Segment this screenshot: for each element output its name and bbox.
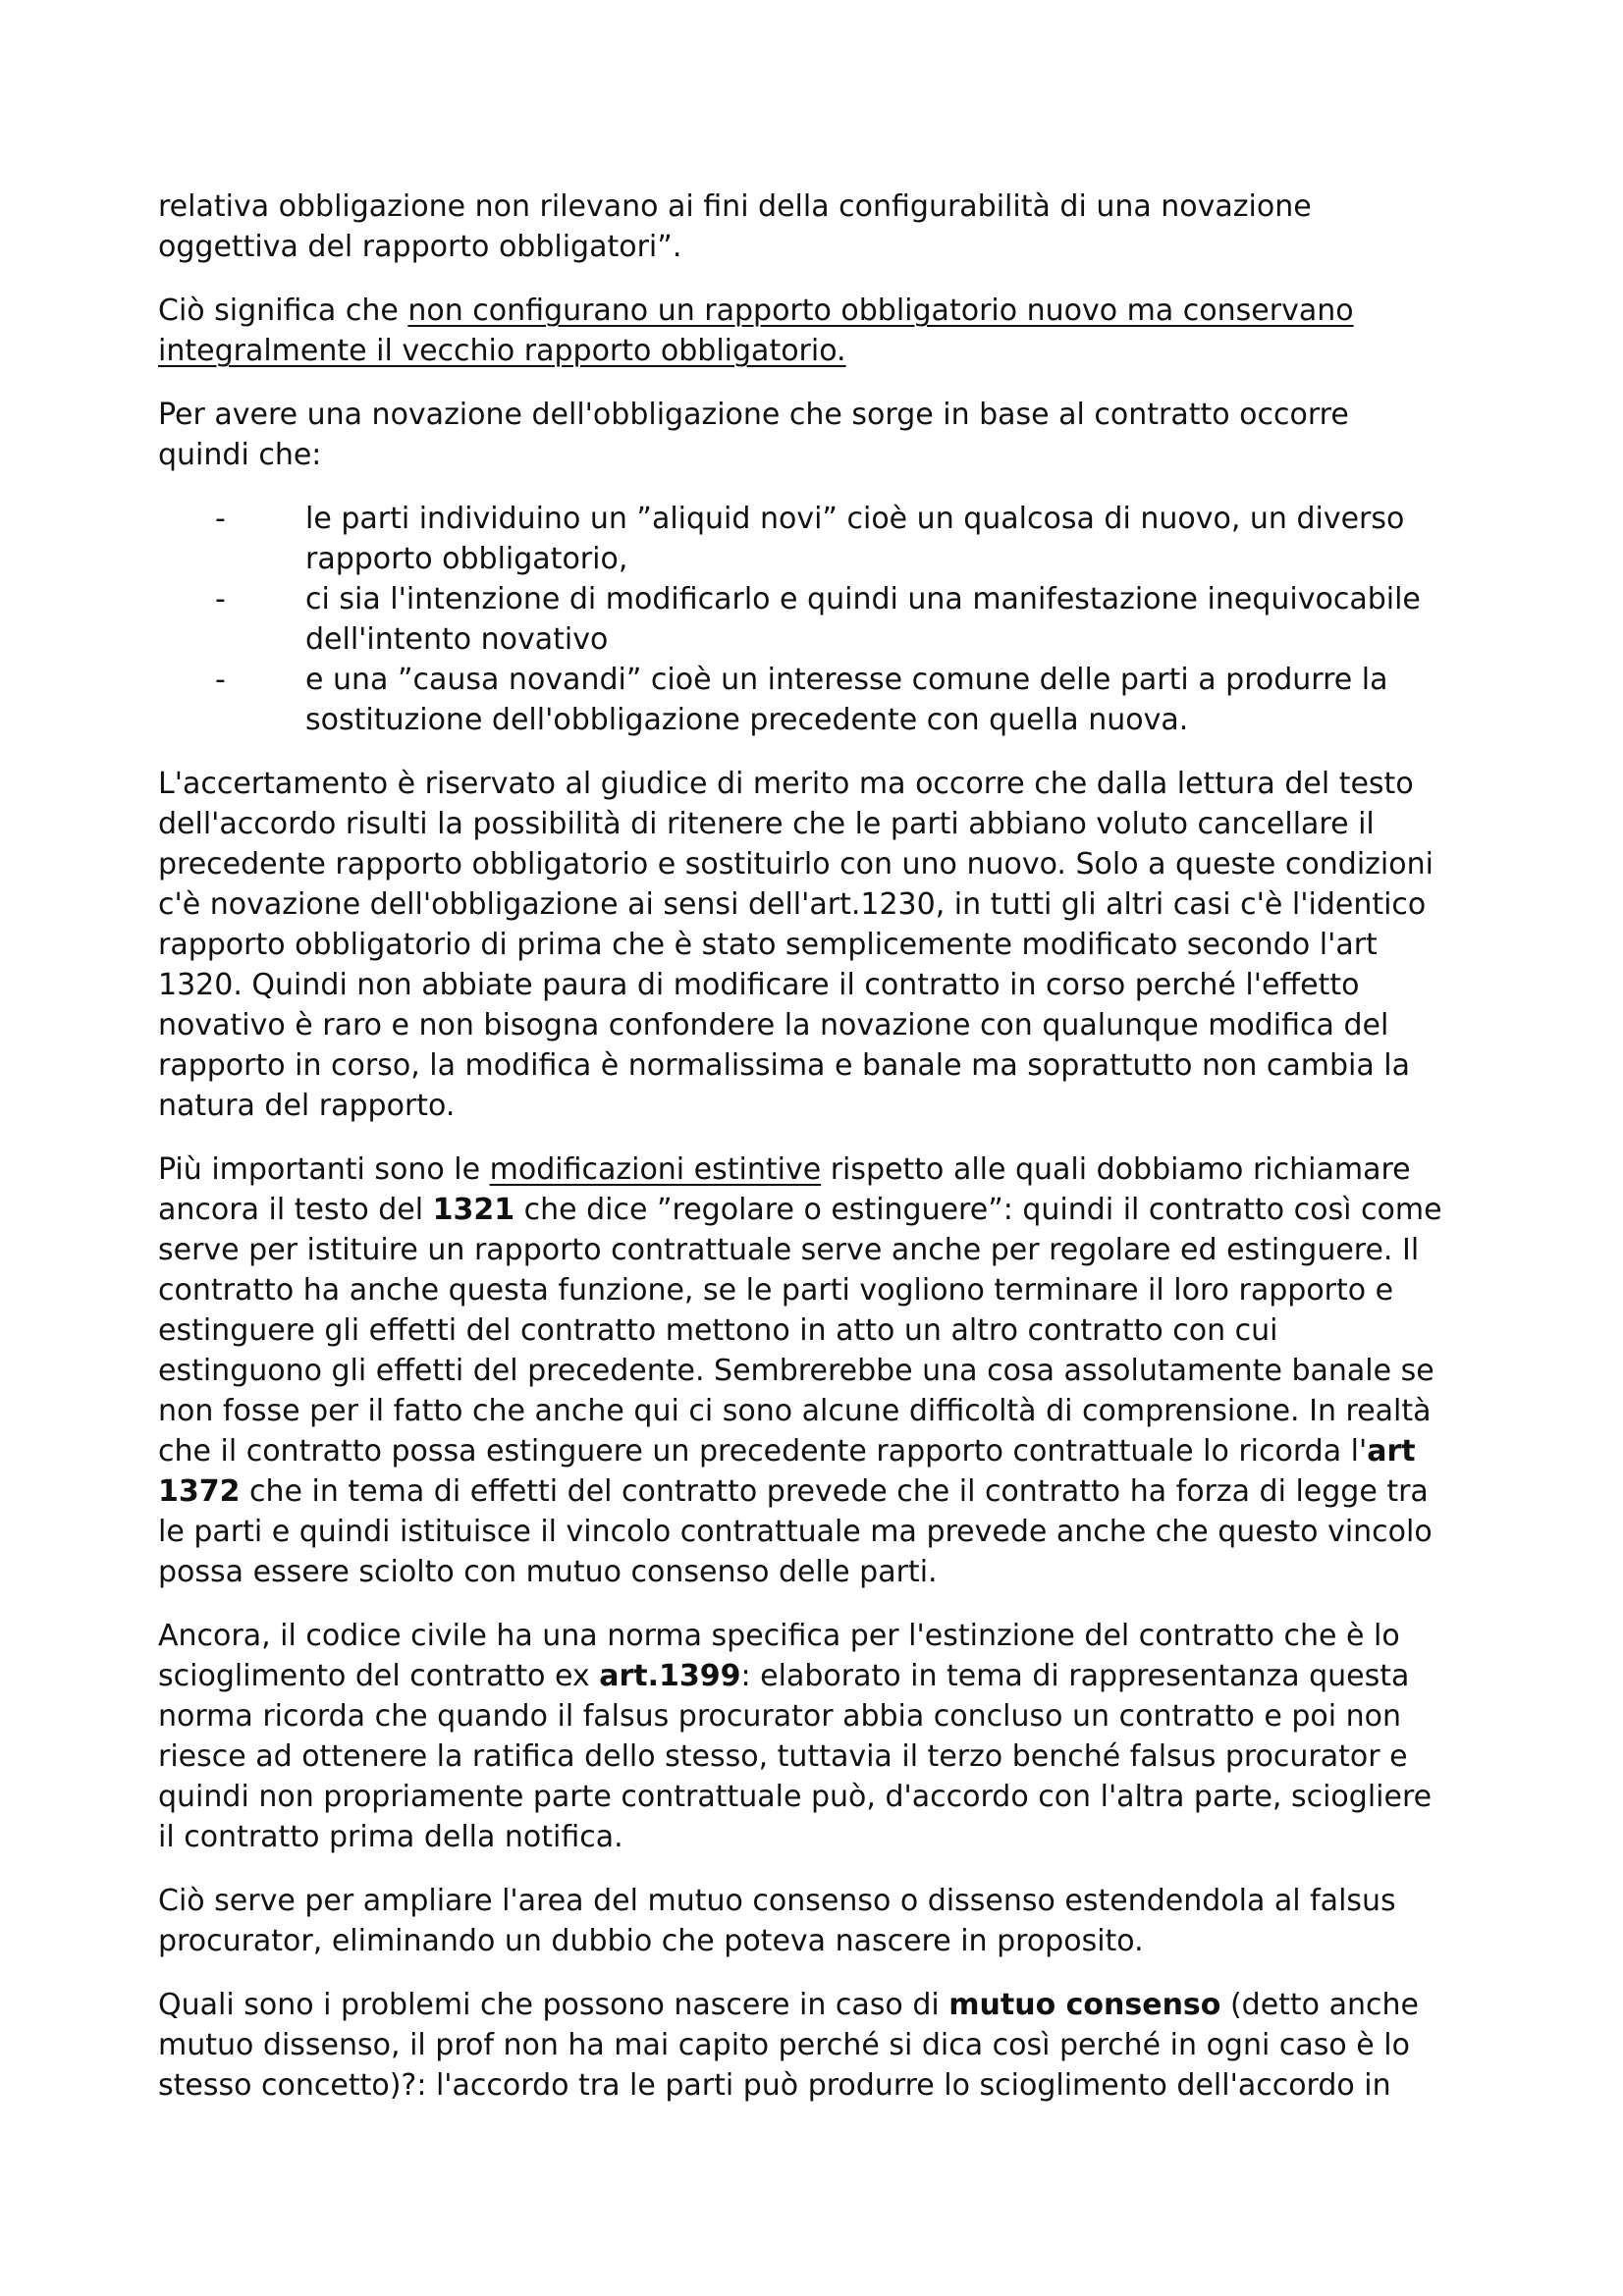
- text-line: [158, 1431, 1474, 1471]
- underlined-text: integralmente il vecchio rapporto obbligatorio.: [158, 334, 846, 368]
- text-run: scioglimento del contratto ex: [158, 1659, 600, 1693]
- paragraph-1: [158, 187, 1474, 267]
- paragraph-8: [158, 1985, 1474, 2106]
- text-line: 1320. Quindi non abbiate paura di modificare il contratto in corso perché l'effetto: [158, 968, 1360, 1002]
- text-line: mutuo dissenso, il prof non ha mai capito perché si dica così perché in ogni caso è lo: [158, 2028, 1410, 2062]
- text-line: estinguere gli effetti del contratto mettono in atto un altro contratto con cui: [158, 1313, 1278, 1348]
- text-run: che dice ”regolare o estinguere”: quindi il contratto così come: [514, 1193, 1442, 1227]
- bold-text: art.1399: [599, 1659, 741, 1693]
- text-line: serve per istituire un rapporto contrattuale serve anche per regolare ed estinguere. Il: [158, 1233, 1420, 1267]
- text-line: contratto ha anche questa funzione, se le parti vogliono terminare il loro rapporto e: [158, 1273, 1394, 1308]
- paragraph-7: [158, 1881, 1474, 1961]
- text-line: [158, 291, 1474, 331]
- text-line: Ciò serve per ampliare l'area del mutuo consenso o dissenso estendendola al falsus: [158, 1884, 1396, 1918]
- text-line: rapporto obbligatorio,: [305, 542, 628, 576]
- underlined-text: non configurano un rapporto obbligatorio nuovo ma conservano: [407, 294, 1354, 328]
- text-line: L'accertamento è riservato al giudice di merito ma occorre che dalla lettura del testo: [158, 767, 1414, 801]
- bullet-list: [158, 499, 1474, 740]
- text-line: [158, 1471, 1474, 1512]
- text-line: sostituzione dell'obbligazione precedente con quella nuova.: [305, 703, 1189, 737]
- text-run: rispetto alle quali dobbiamo richiamare: [821, 1152, 1411, 1187]
- text-run: che in tema di effetti del contratto prevede che il contratto ha forza di legge tra: [240, 1474, 1429, 1509]
- text-line: ci sia l'intenzione di modificarlo e quindi una manifestazione inequivocabile: [305, 582, 1421, 616]
- paragraph-4: [158, 764, 1474, 1126]
- bold-text: 1321: [432, 1193, 515, 1227]
- text-line: non fosse per il fatto che anche qui ci sono alcune difficoltà di comprensione. In realtà: [158, 1394, 1432, 1428]
- text-run: Quali sono i problemi che possono nascere in caso di: [158, 1988, 949, 2022]
- text-run: (detto anche: [1220, 1988, 1419, 2022]
- bullet-dash: -: [215, 663, 226, 697]
- underlined-text: modificazioni estintive: [489, 1152, 822, 1187]
- text-line: c'è novazione dell'obbligazione ai sensi dell'art.1230, in tutti gli altri casi c'è l'identico: [158, 887, 1427, 922]
- text-line: le parti e quindi istituisce il vincolo contrattuale ma prevede anche che questo vincolo: [158, 1515, 1433, 1549]
- text-line: [158, 331, 1474, 371]
- text-line: [158, 1190, 1474, 1230]
- list-item: [215, 579, 1474, 660]
- text-line: il contratto prima della notifica.: [158, 1820, 623, 1854]
- text-run: ancora il testo del: [158, 1193, 433, 1227]
- text-line: Ancora, il codice civile ha una norma specifica per l'estinzione del contratto che è lo: [158, 1619, 1400, 1653]
- text-line: quindi che:: [158, 438, 322, 472]
- paragraph-3: [158, 395, 1474, 475]
- text-line: [158, 1656, 1474, 1696]
- text-line: quindi non propriamente parte contrattuale può, d'accordo con l'altra parte, sciogliere: [158, 1780, 1433, 1814]
- text-line: dell'intento novativo: [305, 622, 609, 657]
- paragraph-2: [158, 291, 1474, 371]
- text-line: possa essere sciolto con mutuo consenso delle parti.: [158, 1555, 938, 1589]
- text-run: che il contratto possa estinguere un precedente rapporto contrattuale lo ricorda l': [158, 1434, 1368, 1468]
- text-run: Ciò significa che: [158, 294, 408, 328]
- text-run: Più importanti sono le: [158, 1152, 490, 1187]
- text-run: : elaborato in tema di rappresentanza questa: [740, 1659, 1410, 1693]
- paragraph-6: [158, 1616, 1474, 1857]
- bold-text: mutuo consenso: [948, 1988, 1221, 2022]
- text-line: le parti individuino un ”aliquid novi” cioè un qualcosa di nuovo, un diverso: [305, 502, 1405, 536]
- bold-text: 1372: [158, 1474, 241, 1509]
- document-body: [158, 187, 1474, 2129]
- text-line: riesce ad ottenere la ratifica dello stesso, tuttavia il terzo benché falsus procurator e: [158, 1739, 1408, 1774]
- text-line: e una ”causa novandi” cioè un interesse comune delle parti a produrre la: [305, 663, 1388, 697]
- bold-text: art: [1367, 1434, 1416, 1468]
- bullet-dash: -: [215, 502, 226, 536]
- text-line: natura del rapporto.: [158, 1089, 456, 1123]
- text-line: estinguono gli effetti del precedente. Sembrerebbe una cosa assolutamente banale se: [158, 1354, 1434, 1388]
- list-item: [215, 660, 1474, 740]
- text-line: precedente rapporto obbligatorio e sostituirlo con uno nuovo. Solo a queste condizioni: [158, 847, 1434, 881]
- bullet-dash: -: [215, 582, 226, 616]
- text-line: relativa obbligazione non rilevano ai fini della configurabilità di una novazione: [158, 189, 1312, 224]
- list-item: [215, 499, 1474, 579]
- text-line: [158, 1985, 1474, 2025]
- text-line: [158, 1149, 1474, 1190]
- text-line: procurator, eliminando un dubbio che poteva nascere in proposito.: [158, 1924, 1144, 1958]
- text-line: novativo è raro e non bisogna confondere la novazione con qualunque modifica del: [158, 1008, 1389, 1042]
- text-line: Per avere una novazione dell'obbligazione che sorge in base al contratto occorre: [158, 398, 1349, 432]
- text-line: rapporto obbligatorio di prima che è stato semplicemente modificato secondo l'art: [158, 928, 1378, 962]
- text-line: norma ricorda che quando il falsus procurator abbia concluso un contratto e poi non: [158, 1699, 1401, 1734]
- text-line: stesso concetto)?: l'accordo tra le parti può produrre lo scioglimento dell'accordo in: [158, 2068, 1391, 2103]
- text-line: oggettiva del rapporto obbligatori”.: [158, 230, 682, 264]
- paragraph-5: [158, 1149, 1474, 1592]
- text-line: rapporto in corso, la modifica è normalissima e banale ma soprattutto non cambia la: [158, 1048, 1410, 1083]
- text-line: dell'accordo risulti la possibilità di ritenere che le parti abbiano voluto cancellare il: [158, 807, 1375, 841]
